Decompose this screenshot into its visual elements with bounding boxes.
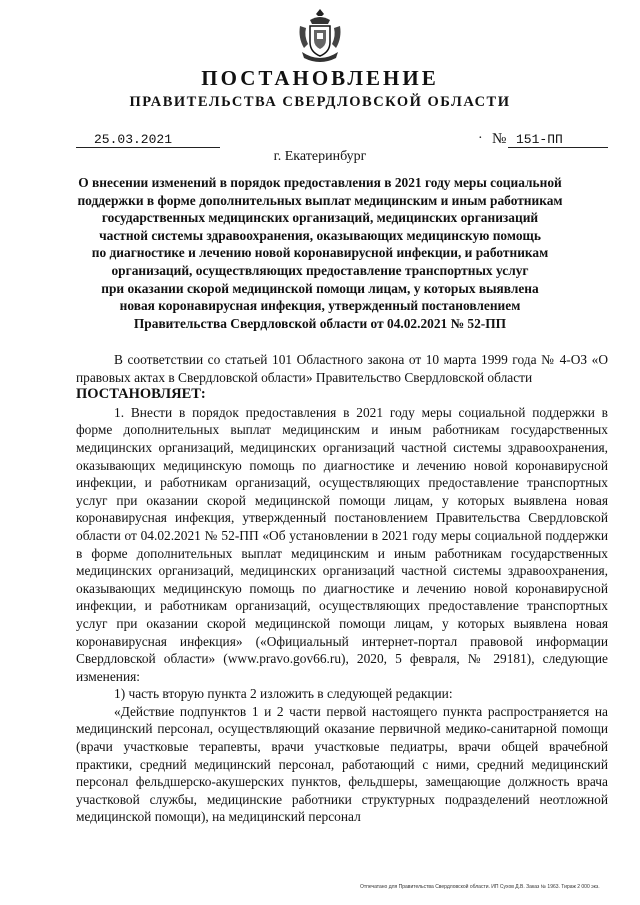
- title-line: поддержки в форме дополнительных выплат медицинским и иным работникам: [77, 192, 563, 208]
- title-line: новая коронавирусная инфекция, утвержденный постановлением: [119, 298, 521, 314]
- title-line: О внесении изменений в порядок предоставления в 2021 году меры социальной: [78, 175, 562, 190]
- document-date: 25.03.2021: [76, 132, 220, 148]
- preamble-paragraph: В соответствии со статьей 101 Областного закона от 10 марта 1999 года № 4-ОЗ «О правовых актах в Свердловской области» Правительство Свердловской области: [76, 352, 608, 385]
- subitem-1-paragraph: 1) часть вторую пункта 2 изложить в следующей редакции:: [114, 686, 453, 702]
- item-1-paragraph: 1. Внести в порядок предоставления в 2021 году меры социальной поддержки в форме дополнительных выплат медицинским и иным работникам государственных медицинских организаций, медицинских организаций частной системы здравоохранения, оказывающих медицинскую помощь по диагностике и лечению новой коронавирусной инфекции, и работникам организаций, осуществляющих предоставление транспортных услуг при оказании скорой медицинской помощи лицам, у которых выявлена новая коронавирусная инфекция, утвержденный постановлением Правительства Свердловской области от 04.02.2021 № 52-ПП «Об установлении в 2021 году меры социальной поддержки в форме дополнительных выплат медицинским и иным работникам государственных медицинских организаций, медицинских организаций частной системы здравоохранения, оказывающих медицинскую помощь по диагностике и лечению новой коронавирусной инфекции, и работникам организаций, осуществляющих предоставление транспортных услуг при оказании скорой медицинской помощи лицам, у которых выявлена новая коронавирусная инфекция» («Официальный интернет-портал правовой информации Свердловской области» (www.pravo.gov66.ru), 2020, 5 февраля, № 29181), следующие изменения:: [76, 404, 608, 684]
- document-type-heading: ПОСТАНОВЛЕНИЕ: [201, 66, 439, 90]
- issuer-heading: ПРАВИТЕЛЬСТВА СВЕРДЛОВСКОЙ ОБЛАСТИ: [129, 94, 511, 110]
- quoted-paragraph: «Действие подпунктов 1 и 2 части первой настоящего пункта распространяется на медицинский персонал, осуществляющий оказание первичной медико-санитарной помощи (врачи участковые терапевты, врачи участковые педиатры, врачи общей врачебной практики, средний медицинский персонал, работающий с ними, средний медицинский персонал фельдшерско-акушерских пунктов, фельдшеры, замещающие должность врача участковой службы, медицинские работники структурных подразделений неотложной медицинской помощи), на медицинский персонал: [76, 703, 608, 825]
- print-footer: Отпечатано для Правительства Свердловской области. ИП Сухов Д.В. Заказ № 1963. Тираж 2 000 экз.: [360, 884, 600, 890]
- city-line: г. Екатеринбург: [273, 149, 367, 164]
- resolves-heading: ПОСТАНОВЛЯЕТ:: [76, 386, 206, 403]
- title-line: при оказании скорой медицинской помощи лицам, у которых выявлена: [101, 280, 539, 296]
- bullet-mark: ·: [478, 131, 483, 146]
- document-title: [70, 174, 570, 332]
- title-line: по диагностике и лечению новой коронавирусной инфекции, и работникам: [91, 245, 549, 261]
- coat-of-arms-icon: [296, 8, 344, 66]
- document-body: [76, 351, 608, 826]
- title-line: государственных медицинских организаций, медицинских организаций: [101, 210, 539, 226]
- title-line: частной системы здравоохранения, оказывающих медицинскую помощь: [99, 227, 541, 243]
- title-line: Правительства Свердловской области от 04.02.2021 № 52-ПП: [133, 315, 507, 331]
- title-line: организаций, осуществляющих предоставление транспортных услуг: [111, 262, 529, 278]
- number-label: №: [492, 131, 507, 147]
- document-number: 151-ПП: [508, 132, 608, 148]
